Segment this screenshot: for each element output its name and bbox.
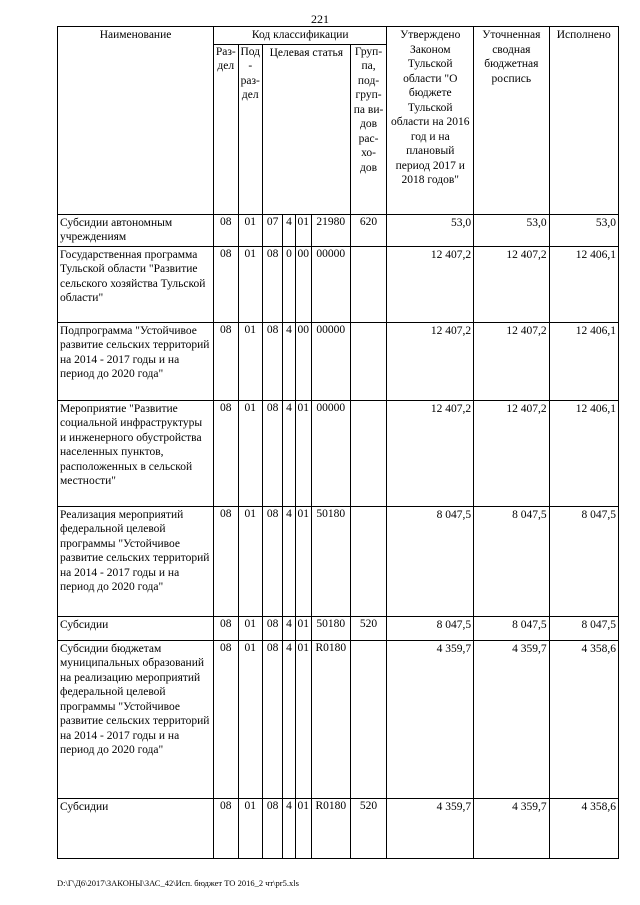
cell-t1: 08 — [262, 640, 282, 798]
table-row — [58, 616, 619, 640]
header-row-1 — [58, 27, 619, 45]
cell-t2: 4 — [283, 798, 295, 858]
cell-group — [350, 400, 387, 506]
table-row — [58, 322, 619, 400]
cell-executed: 53,0 — [549, 214, 618, 246]
cell-podrazdel: 01 — [238, 506, 262, 616]
cell-t4: R0180 — [311, 798, 350, 858]
cell-executed: 4 358,6 — [549, 640, 618, 798]
cell-razdel: 08 — [214, 616, 238, 640]
cell-t1: 08 — [262, 616, 282, 640]
cell-name: Реализация мероприятий федеральной целевой программы "Устойчивое развитие сельских территорий на 2014 - 2017 годы и на период до 2020 года" — [58, 506, 214, 616]
cell-name: Государственная программа Тульской области "Развитие сельского хозяйства Тульской области" — [58, 246, 214, 322]
cell-group — [350, 640, 387, 798]
cell-group — [350, 506, 387, 616]
cell-refined: 53,0 — [474, 214, 549, 246]
cell-t4: 00000 — [311, 322, 350, 400]
cell-name: Подпрограмма "Устойчивое развитие сельских территорий на 2014 - 2017 годы и на период до 2020 года" — [58, 322, 214, 400]
cell-t1: 08 — [262, 506, 282, 616]
cell-t4: 00000 — [311, 400, 350, 506]
cell-t2: 4 — [283, 400, 295, 506]
cell-t3: 01 — [295, 506, 311, 616]
page-number: 221 — [311, 12, 329, 26]
cell-t4: 50180 — [311, 506, 350, 616]
cell-approved: 8 047,5 — [387, 506, 474, 616]
header-code-group: Код классификации — [214, 27, 387, 45]
cell-group: 520 — [350, 616, 387, 640]
cell-approved: 12 407,2 — [387, 246, 474, 322]
cell-razdel: 08 — [214, 506, 238, 616]
cell-approved: 4 359,7 — [387, 640, 474, 798]
cell-name: Субсидии — [58, 798, 214, 858]
cell-name: Субсидии — [58, 616, 214, 640]
cell-t1: 08 — [262, 400, 282, 506]
cell-t3: 01 — [295, 214, 311, 246]
cell-approved: 12 407,2 — [387, 400, 474, 506]
cell-razdel: 08 — [214, 798, 238, 858]
cell-t1: 08 — [262, 322, 282, 400]
cell-executed: 12 406,1 — [549, 400, 618, 506]
table-row — [58, 400, 619, 506]
cell-podrazdel: 01 — [238, 246, 262, 322]
cell-podrazdel: 01 — [238, 400, 262, 506]
cell-t3: 00 — [295, 246, 311, 322]
cell-t3: 01 — [295, 616, 311, 640]
header-refined: Уточненная сводная бюджетная роспись — [474, 27, 549, 215]
cell-razdel: 08 — [214, 214, 238, 246]
cell-t4: R0180 — [311, 640, 350, 798]
cell-t3: 01 — [295, 640, 311, 798]
cell-group: 620 — [350, 214, 387, 246]
cell-razdel: 08 — [214, 246, 238, 322]
table-row — [58, 506, 619, 616]
cell-razdel: 08 — [214, 400, 238, 506]
table-row — [58, 214, 619, 246]
cell-approved: 12 407,2 — [387, 322, 474, 400]
cell-t2: 4 — [283, 506, 295, 616]
cell-refined: 8 047,5 — [474, 506, 549, 616]
cell-t2: 0 — [283, 246, 295, 322]
header-name: Наименование — [58, 27, 214, 215]
cell-t2: 4 — [283, 640, 295, 798]
cell-name: Субсидии автономным учреждениям — [58, 214, 214, 246]
footer-file-path: D:\Г\Д6\2017\ЗАКОНЫ\ЗАС_42\Исп. бюджет ТО 2016_2 чт\pr5.xls — [57, 878, 299, 888]
cell-executed: 12 406,1 — [549, 246, 618, 322]
cell-t3: 00 — [295, 322, 311, 400]
cell-t3: 01 — [295, 798, 311, 858]
table-row — [58, 798, 619, 858]
cell-t1: 07 — [262, 214, 282, 246]
cell-refined: 12 407,2 — [474, 246, 549, 322]
cell-t4: 00000 — [311, 246, 350, 322]
cell-t2: 4 — [283, 616, 295, 640]
cell-t1: 08 — [262, 798, 282, 858]
header-approved: Утверждено Законом Тульской области "О бюджете Тульской области на 2016 год и на плановый период 2017 и 2018 годов" — [387, 27, 474, 215]
header-group: Груп- па, под- груп- па ви- дов рас- хо- дов — [350, 44, 387, 214]
cell-executed: 12 406,1 — [549, 322, 618, 400]
cell-t1: 08 — [262, 246, 282, 322]
cell-t2: 4 — [283, 214, 295, 246]
cell-approved: 4 359,7 — [387, 798, 474, 858]
header-executed: Исполнено — [549, 27, 618, 215]
header-target: Целевая статья — [262, 44, 350, 214]
cell-t3: 01 — [295, 400, 311, 506]
header-razdel: Раз- дел — [214, 44, 238, 214]
cell-approved: 8 047,5 — [387, 616, 474, 640]
cell-podrazdel: 01 — [238, 798, 262, 858]
cell-podrazdel: 01 — [238, 214, 262, 246]
budget-table — [57, 26, 619, 859]
cell-podrazdel: 01 — [238, 616, 262, 640]
cell-refined: 8 047,5 — [474, 616, 549, 640]
cell-t2: 4 — [283, 322, 295, 400]
cell-refined: 4 359,7 — [474, 798, 549, 858]
cell-t4: 21980 — [311, 214, 350, 246]
cell-refined: 12 407,2 — [474, 322, 549, 400]
cell-approved: 53,0 — [387, 214, 474, 246]
cell-name: Мероприятие "Развитие социальной инфраструктуры и инженерного обустройства населенных пунктов, расположенных в сельской местности" — [58, 400, 214, 506]
table-row — [58, 246, 619, 322]
cell-razdel: 08 — [214, 322, 238, 400]
cell-refined: 12 407,2 — [474, 400, 549, 506]
cell-group — [350, 322, 387, 400]
cell-refined: 4 359,7 — [474, 640, 549, 798]
cell-group — [350, 246, 387, 322]
table-row — [58, 640, 619, 798]
cell-t4: 50180 — [311, 616, 350, 640]
cell-razdel: 08 — [214, 640, 238, 798]
cell-executed: 4 358,6 — [549, 798, 618, 858]
cell-name: Субсидии бюджетам муниципальных образований на реализацию мероприятий федеральной целевой программы "Устойчивое развитие сельских территорий на 2014 - 2017 годы и на период до 2020 года" — [58, 640, 214, 798]
cell-podrazdel: 01 — [238, 640, 262, 798]
cell-podrazdel: 01 — [238, 322, 262, 400]
cell-group: 520 — [350, 798, 387, 858]
cell-executed: 8 047,5 — [549, 506, 618, 616]
cell-executed: 8 047,5 — [549, 616, 618, 640]
header-podrazdel: Под- раз- дел — [238, 44, 262, 214]
